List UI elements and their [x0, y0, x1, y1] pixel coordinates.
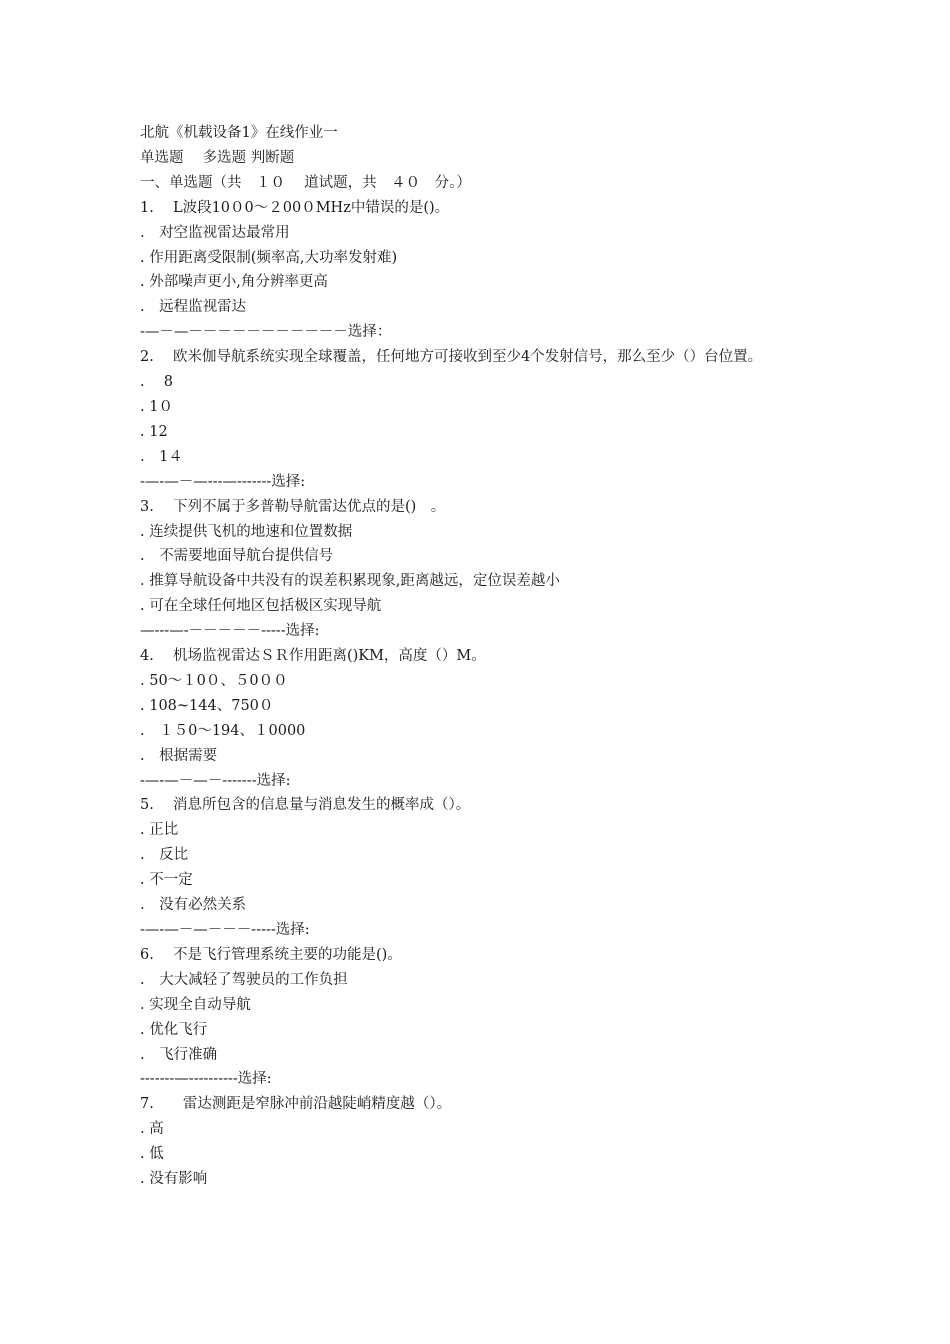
question-stem: 1. L波段10０0～２00０MHz中错误的是()。 — [140, 199, 450, 216]
document-title: 北航《机载设备1》在线作业一 — [140, 125, 338, 141]
question-option: . 飞行准确 — [140, 1046, 218, 1063]
question-option: . 高 — [140, 1121, 164, 1138]
answer-line: -------—----------选择: — [140, 1071, 272, 1088]
question-option: . 远程监视雷达 — [140, 299, 247, 316]
answer-line: -—－—－－－－－－－－－－－选择： — [140, 324, 392, 341]
question-option: . 反比 — [140, 847, 189, 864]
question-option: . 作用距离受限制(频率高,大功率发射难) — [140, 249, 398, 266]
question-option: . 优化飞行 — [140, 1021, 208, 1038]
question-option: . 没有必然关系 — [140, 897, 247, 914]
question-option: . 不一定 — [140, 872, 193, 889]
answer-line: -—-—－—－－－-----选择: — [140, 922, 310, 938]
question-option: . 对空监视雷达最常用 — [140, 224, 290, 241]
question-option: . 外部噪声更小,角分辨率更高 — [140, 274, 328, 291]
question-option: . 1０ — [140, 398, 173, 415]
question-stem: 6. 不是飞行管理系统主要的功能是()。 — [140, 946, 402, 963]
question-stem: 7. 雷达测距是窄脉冲前沿越陡峭精度越（）。 — [140, 1096, 452, 1113]
section-header: 一、单选题（共 １０ 道试题，共 ４０ 分。） — [140, 174, 471, 191]
question-option: . 实现全自动导航 — [140, 996, 251, 1013]
question-option: . 12 — [140, 423, 168, 440]
question-option: . 低 — [140, 1146, 164, 1163]
section-nav: 单选题 多选题 判断题 — [140, 149, 295, 166]
question-stem: 2. 欧米伽导航系统实现全球覆盖，任何地方可接收到至少4个发射信号，那么至少（）台位置。 — [140, 349, 763, 366]
question-option: . 可在全球任何地区包括极区实现导航 — [140, 598, 382, 615]
question-option: . 连续提供飞机的地速和位置数据 — [140, 523, 353, 540]
document-page — [140, 121, 840, 1192]
question-option: . 8 — [140, 374, 173, 391]
question-option: . １５0～194、１0000 — [140, 722, 306, 739]
question-option: . 50～１0０、５0００ — [140, 672, 288, 689]
question-option: . 大大减轻了驾驶员的工作负担 — [140, 971, 348, 988]
question-option: . 不需要地面导航台提供信号 — [140, 548, 334, 565]
question-option: . 根据需要 — [140, 747, 218, 764]
question-stem: 4. 机场监视雷达ＳＲ作用距离()KM，高度（）M。 — [140, 648, 486, 665]
question-option: . 没有影响 — [140, 1171, 208, 1188]
question-option: . 1４ — [140, 448, 183, 465]
question-option: . 正比 — [140, 822, 179, 839]
answer-line: -—-—－—---—-------选择: — [140, 473, 306, 490]
question-option: . 推算导航设备中共没有的误差积累现象,距离越远，定位误差越小 — [140, 573, 560, 590]
answer-line: —---—-－－－－－-----选择: — [140, 623, 320, 640]
question-stem: 3. 下列不属于多普勒导航雷达优点的是() 。 — [140, 498, 446, 515]
question-option: . 108~144、750０ — [140, 697, 274, 714]
question-stem: 5. 消息所包含的信息量与消息发生的概率成（）。 — [140, 797, 471, 814]
answer-line: -—-—－—－-------选择: — [140, 772, 291, 789]
